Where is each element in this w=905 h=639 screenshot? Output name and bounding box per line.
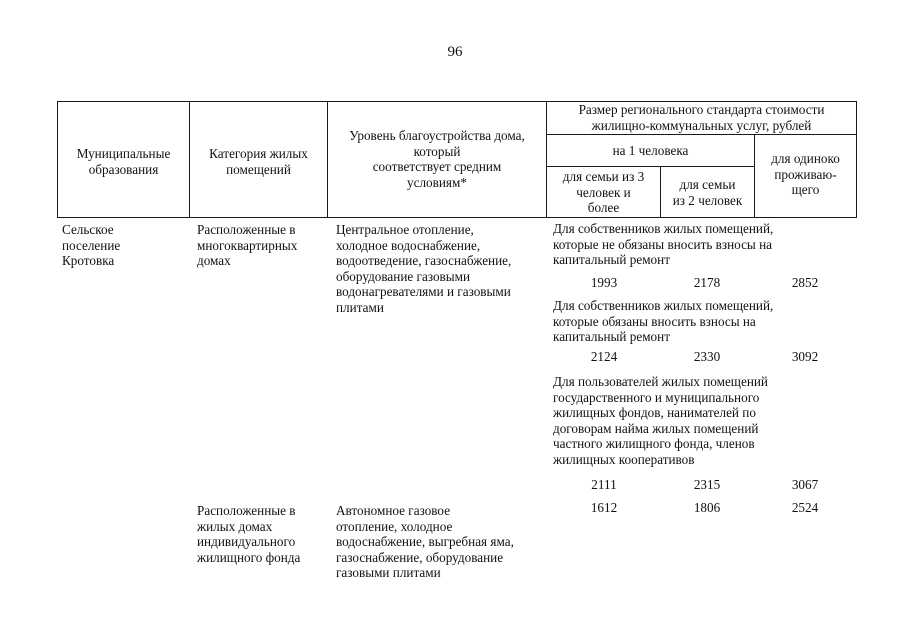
cell-line: домах — [197, 253, 231, 269]
cell-line: жилищного фонда — [197, 549, 301, 565]
cell-line: Центральное отопление, — [336, 222, 474, 237]
cell-line: оборудование газовыми — [336, 268, 471, 284]
header-line: щего — [791, 182, 820, 198]
row-category-apartment — [197, 222, 327, 269]
header-line: помещений — [226, 161, 291, 177]
group-desc-3 — [553, 374, 853, 468]
header-line: Категория жилых — [209, 146, 308, 161]
row-municipality — [62, 222, 187, 269]
header-line: который — [413, 143, 461, 159]
desc-line: частного жилищного фонда, членов — [553, 436, 755, 452]
cell-line: многоквартирных — [197, 237, 298, 253]
cell-line: газовыми плитами — [336, 565, 441, 581]
cell-line: холодное водоснабжение, — [336, 237, 481, 253]
value-g1-single: 2852 — [791, 275, 819, 290]
group-desc-2 — [553, 298, 853, 345]
header-size — [547, 102, 856, 133]
size-header-bottom — [546, 134, 857, 135]
desc-line: жилищных фондов, нанимателей по — [553, 405, 756, 421]
value-p-family3: 1612 — [590, 500, 618, 515]
header-line: для семьи — [679, 177, 736, 192]
cell-line: водоотведение, газоснабжение, — [336, 253, 512, 269]
desc-line: государственного и муниципального — [553, 389, 760, 405]
cell-line: Расположенные в — [197, 222, 296, 237]
page-number: 96 — [447, 44, 463, 60]
cell-line: отопление, холодное — [336, 518, 453, 534]
desc-line: Для собственников жилых помещений, — [553, 221, 774, 236]
cell-line: Автономное газовое — [336, 503, 451, 518]
row-category-private — [197, 503, 327, 565]
header-line: условиям* — [407, 174, 467, 190]
cell-line: Кротовка — [62, 253, 115, 269]
desc-line: которые не обязаны вносить взносы на — [553, 236, 772, 252]
header-family3 — [547, 169, 660, 216]
cell-line: водоснабжение, выгребная яма, — [336, 534, 514, 550]
table-header-bottom-border — [57, 217, 857, 218]
value-g2-single: 3092 — [791, 349, 819, 364]
value-g3-single: 3067 — [791, 477, 819, 492]
value-g2-family3: 2124 — [590, 349, 618, 364]
header-line: Размер регионального стандарта стоимости — [578, 102, 825, 117]
cell-line: жилых домах — [197, 518, 273, 534]
header-line: соответствует средним — [372, 159, 502, 175]
desc-line: Для пользователей жилых помещений — [553, 374, 768, 389]
per-person-bottom — [546, 166, 755, 167]
value-g1-family3: 1993 — [590, 275, 618, 290]
desc-line: Для собственников жилых помещений, — [553, 298, 774, 313]
value-p-family2: 1806 — [693, 500, 721, 515]
desc-line: капитальный ремонт — [553, 329, 670, 345]
desc-line: которые обязаны вносить взносы на — [553, 313, 756, 329]
value-p-single: 2524 — [791, 500, 819, 515]
row-level-autonomous — [336, 503, 546, 581]
value-g3-family3: 2111 — [591, 477, 617, 492]
desc-line: капитальный ремонт — [553, 252, 670, 268]
header-line: из 2 человек — [672, 192, 743, 208]
value-g1-family2: 2178 — [693, 275, 721, 290]
cell-line: поселение — [62, 237, 121, 253]
row-level-central — [336, 222, 546, 316]
cell-line: водонагревателями и газовыми — [336, 284, 511, 300]
col-divider-4 — [856, 101, 857, 218]
header-line: Уровень благоустройства дома, — [349, 128, 525, 143]
header-line: для семьи из 3 — [562, 169, 645, 184]
header-line: для одиноко — [771, 151, 840, 166]
cell-line: индивидуального — [197, 534, 296, 550]
cell-line: газоснабжение, оборудование — [336, 549, 504, 565]
header-single — [755, 151, 856, 198]
header-municipality — [58, 146, 189, 177]
header-line: более — [587, 200, 620, 216]
desc-line: жилищных кооперативов — [553, 451, 695, 467]
header-line: человек и — [576, 184, 631, 200]
group-desc-1 — [553, 221, 853, 268]
header-line: образования — [88, 161, 159, 177]
header-line: проживаю- — [774, 166, 837, 182]
cell-line: Расположенные в — [197, 503, 296, 518]
header-level — [328, 128, 546, 190]
header-line: Муниципальные — [76, 146, 171, 161]
header-line: жилищно-коммунальных услуг, рублей — [591, 117, 812, 133]
cell-line: Сельское — [62, 222, 114, 237]
cell-line: плитами — [336, 299, 384, 315]
header-family2 — [661, 177, 754, 208]
value-g3-family2: 2315 — [693, 477, 721, 492]
desc-line: договорам найма жилых помещений — [553, 420, 759, 436]
value-g2-family2: 2330 — [693, 349, 721, 364]
header-per-person: на 1 человека — [612, 143, 689, 158]
header-category — [190, 146, 327, 177]
